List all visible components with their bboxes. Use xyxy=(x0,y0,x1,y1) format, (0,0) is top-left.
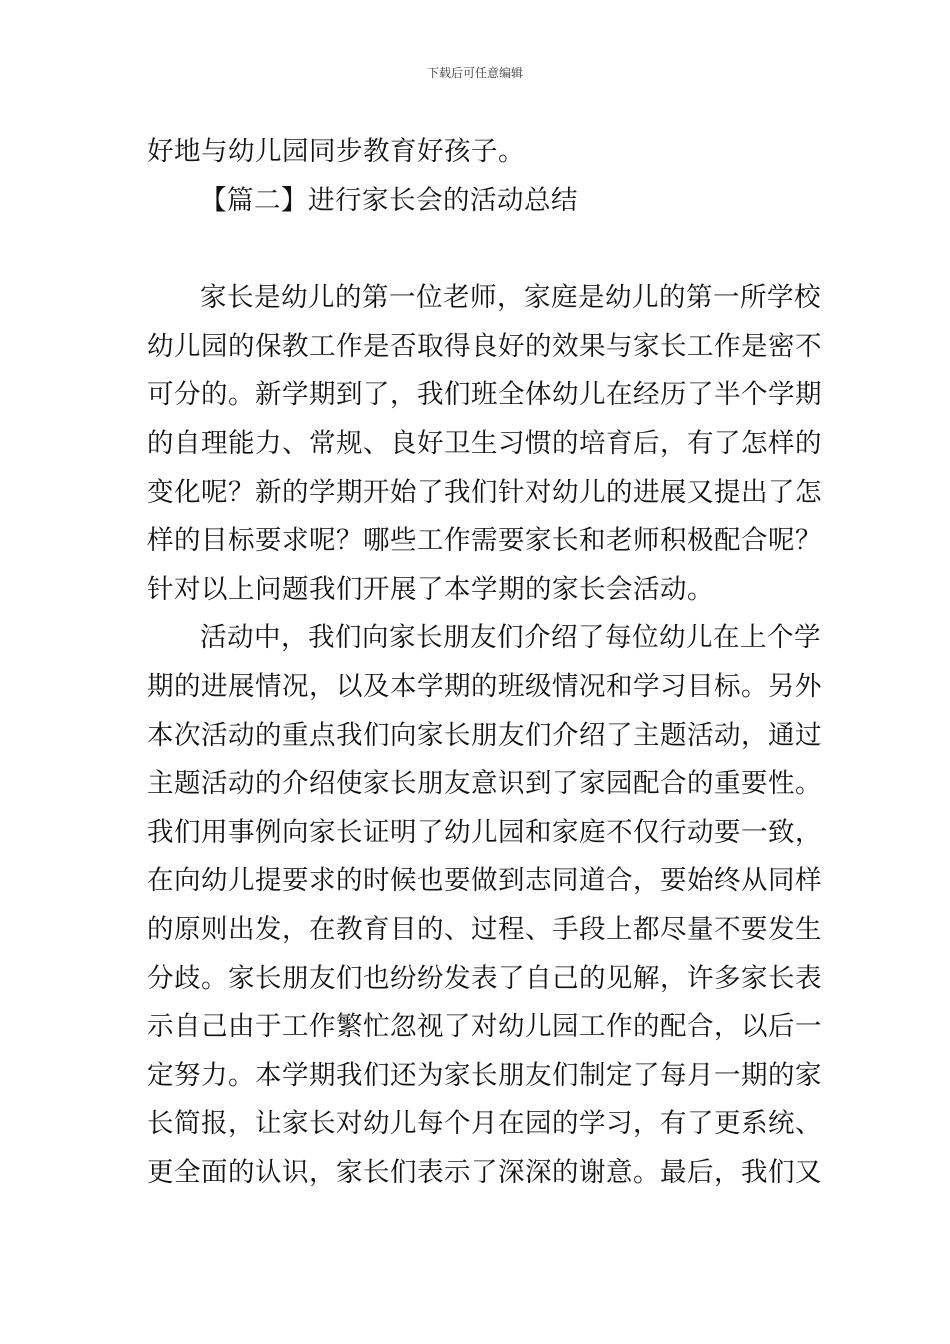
text-line: 在向幼儿提要求的时候也要做到志同道合，要始终从同样 xyxy=(147,865,822,897)
section-heading: 【篇二】进行家长会的活动总结 xyxy=(200,184,578,216)
text-line: 更全面的认识，家长们表示了深深的谢意。最后，我们又 xyxy=(147,1156,822,1188)
text-line: 活动中，我们向家长朋友们介绍了每位幼儿在上个学 xyxy=(200,622,821,654)
text-line: 的自理能力、常规、良好卫生习惯的培育后，有了怎样的 xyxy=(147,427,822,459)
text-line: 主题活动的介绍使家长朋友意识到了家园配合的重要性。 xyxy=(147,768,822,800)
text-line: 好地与幼儿园同步教育好孩子。 xyxy=(147,136,525,167)
text-line: 样的目标要求呢？哪些工作需要家长和老师积极配合呢？ xyxy=(147,525,822,557)
blank-line xyxy=(147,225,807,274)
paragraph-continuation xyxy=(147,128,807,177)
text-line: 示自己由于工作繁忙忽视了对幼儿园工作的配合，以后一 xyxy=(147,1011,822,1043)
text-line: 我们用事例向家长证明了幼儿园和家庭不仅行动要一致， xyxy=(147,816,822,848)
text-line: 幼儿园的保教工作是否取得良好的效果与家长工作是密不 xyxy=(147,330,822,362)
text-line: 的原则出发，在教育目的、过程、手段上都尽量不要发生 xyxy=(147,913,822,945)
text-line: 本次活动的重点我们向家长朋友们介绍了主题活动，通过 xyxy=(147,719,822,751)
text-line: 家长是幼儿的第一位老师，家庭是幼儿的第一所学校 xyxy=(200,282,821,314)
text-line: 变化呢？新的学期开始了我们针对幼儿的进展又提出了怎 xyxy=(147,476,822,508)
text-line: 期的进展情况，以及本学期的班级情况和学习目标。另外 xyxy=(147,670,822,702)
paragraph-intro xyxy=(147,274,822,614)
page-header: 下载后可任意编辑 xyxy=(426,66,523,80)
text-line: 长简报，让家长对幼儿每个月在园的学习，有了更系统、 xyxy=(147,1108,822,1140)
text-line: 针对以上问题我们开展了本学期的家长会活动。 xyxy=(147,573,714,605)
paragraph-activity xyxy=(147,614,822,1197)
document-body xyxy=(147,128,822,1197)
text-line: 分歧。家长朋友们也纷纷发表了自己的见解，许多家长表 xyxy=(147,962,822,994)
text-line: 定努力。本学期我们还为家长朋友们制定了每月一期的家 xyxy=(147,1059,822,1091)
text-line: 可分的。新学期到了，我们班全体幼儿在经历了半个学期 xyxy=(147,379,822,411)
